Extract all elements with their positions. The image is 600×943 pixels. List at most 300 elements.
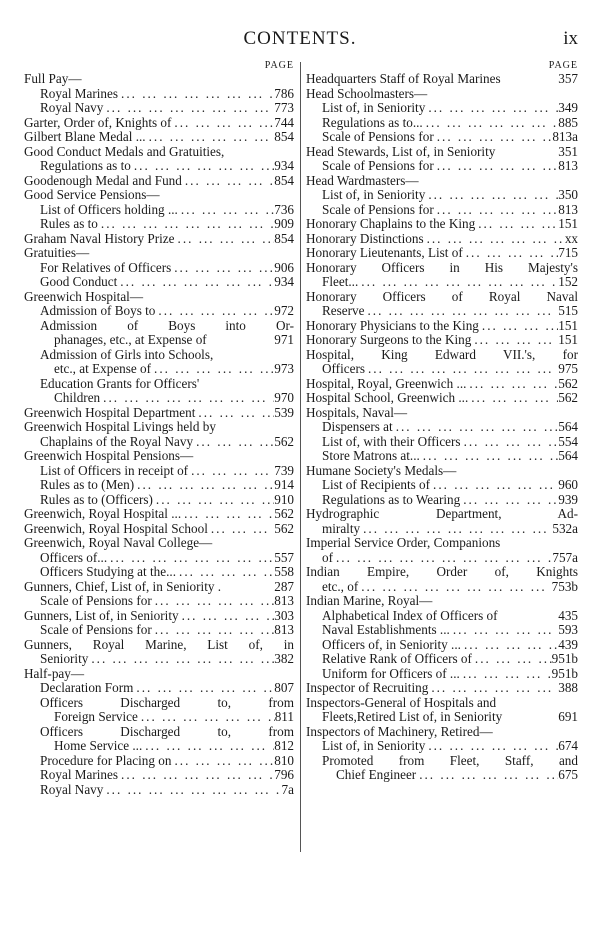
entry-page-number: 564 xyxy=(558,420,578,434)
entry-text: Officers of... xyxy=(40,550,108,565)
leader-dots xyxy=(178,203,274,218)
entry-page-number: 807 xyxy=(274,681,294,695)
entry-text: Reserve xyxy=(322,304,365,318)
leader-dots xyxy=(117,275,274,290)
leader-dots xyxy=(434,130,553,145)
entry-text: List of, with their Officers xyxy=(322,434,461,449)
leader-dots xyxy=(118,768,274,783)
entry-text: Gilbert Blane Medal ... xyxy=(24,130,146,144)
index-entry xyxy=(306,667,578,682)
entry-text: Honorary Chaplains to the King xyxy=(306,217,476,231)
leader-dots xyxy=(118,87,274,102)
index-entry xyxy=(24,333,294,348)
entry-page-number: 151 xyxy=(558,318,578,333)
entry-page-number: 349 xyxy=(558,101,578,115)
index-entry xyxy=(24,203,294,218)
entry-text: phanages, etc., at Expense of xyxy=(54,333,207,347)
entry-text: Rules as to xyxy=(40,217,98,231)
index-entry-heading: Greenwich Hospital— xyxy=(24,289,144,304)
entry-page-number: 854 xyxy=(274,231,294,246)
index-entry xyxy=(306,739,578,754)
index-entry-heading: Admission of Girls into Schools, xyxy=(40,347,214,362)
index-entry xyxy=(306,638,578,653)
entry-page-number: 715 xyxy=(558,246,578,260)
entry-text: Regulations as to... xyxy=(322,115,423,130)
left-column xyxy=(24,60,294,797)
entry-page-number: 854 xyxy=(274,173,294,188)
index-entry xyxy=(306,681,578,696)
entry-page-number: 939 xyxy=(558,492,578,507)
leader-dots xyxy=(138,710,275,725)
entry-page-number: 152 xyxy=(558,275,578,289)
entry-text: Scale of Pensions for xyxy=(322,130,434,144)
entry-text: Children xyxy=(54,391,101,405)
entry-text: of xyxy=(322,550,333,565)
entry-page-number: 691 xyxy=(558,710,578,724)
index-entry xyxy=(306,116,578,131)
entry-page-number: 539 xyxy=(274,405,294,420)
entry-page-number: 562 xyxy=(274,521,294,536)
leader-dots xyxy=(175,232,275,247)
index-entry xyxy=(306,333,578,348)
index-entry xyxy=(306,72,578,87)
leader-dots xyxy=(100,391,274,406)
entry-page-number: 813 xyxy=(558,159,578,173)
entry-text: Officers xyxy=(322,362,365,376)
index-entry xyxy=(306,551,578,566)
leader-dots xyxy=(425,188,558,203)
entry-text: Royal Marines xyxy=(40,86,119,101)
entry-text: Royal Navy xyxy=(40,101,104,115)
entry-page-number: 554 xyxy=(558,434,578,449)
entry-text: List of, in Seniority xyxy=(322,739,426,753)
leader-dots xyxy=(142,739,274,754)
index-entry xyxy=(306,275,578,290)
entry-text: Scale of Pensions for xyxy=(40,623,152,637)
page-column-heading: PAGE xyxy=(548,60,578,71)
entry-text: Procedure for Placing on xyxy=(40,753,172,768)
leader-dots xyxy=(425,739,558,754)
leader-dots xyxy=(461,638,558,653)
index-entry xyxy=(306,101,578,116)
entry-page-number: 532a xyxy=(552,521,578,536)
entry-text: Greenwich, Royal Hospital ... xyxy=(24,507,182,521)
index-entry xyxy=(24,362,294,377)
index-entry xyxy=(306,391,578,406)
entry-text: Royal Marines xyxy=(40,768,119,782)
leader-dots xyxy=(450,623,558,638)
leader-dots xyxy=(98,217,274,232)
index-entry xyxy=(24,551,294,566)
entry-page-number: 303 xyxy=(274,608,294,623)
entry-text: Officers Studying at the... xyxy=(40,565,177,579)
index-entry xyxy=(306,232,578,247)
entry-page-number: 951b xyxy=(551,666,578,681)
index-entry-heading: Full Pay— xyxy=(24,72,82,86)
entry-text: Foreign Service xyxy=(54,710,138,724)
entry-page-number: 562 xyxy=(558,376,578,391)
index-entry-heading: Honorary Officers of Royal Naval xyxy=(306,289,578,304)
entry-page-number: 7a xyxy=(281,782,294,797)
entry-page-number: 810 xyxy=(274,753,294,768)
entry-text: List of Recipients of xyxy=(322,478,431,492)
entry-text: List of Officers holding ... xyxy=(40,202,178,217)
entry-page-number: 439 xyxy=(558,637,578,652)
index-entry-heading: Imperial Service Order, Companions xyxy=(306,536,501,550)
entry-page-number: 388 xyxy=(558,681,578,695)
leader-dots xyxy=(103,783,281,798)
index-entry xyxy=(24,580,294,595)
entry-text: Head Stewards, List of, in Seniority xyxy=(306,144,496,159)
entry-text: Gunners, Chief, List of, in Seniority . xyxy=(24,579,222,594)
leader-dots xyxy=(434,159,559,174)
index-entry xyxy=(306,319,578,334)
index-entry-heading: Education Grants for Officers' xyxy=(40,376,200,391)
entry-text: Fleet... xyxy=(322,275,359,289)
entry-text: Dispensers at xyxy=(322,420,393,434)
index-entry xyxy=(306,652,578,667)
leader-dots xyxy=(152,594,275,609)
leader-dots xyxy=(134,478,274,493)
index-entry xyxy=(306,435,578,450)
index-entry xyxy=(306,217,578,232)
entry-text: Relative Rank of Officers of xyxy=(322,652,472,666)
entry-text: Royal Navy xyxy=(40,782,104,797)
leader-dots xyxy=(188,464,274,479)
entry-page-number: 910 xyxy=(274,492,294,507)
entry-page-number: 151 xyxy=(558,333,578,347)
index-entry xyxy=(24,594,294,609)
index-entry xyxy=(306,362,578,377)
leader-dots xyxy=(423,116,558,131)
entry-text: Graham Naval History Prize xyxy=(24,231,175,246)
leader-dots xyxy=(182,174,274,189)
leader-dots xyxy=(460,493,558,508)
index-entry-heading: Gunners, Royal Marine, List of, in xyxy=(24,637,294,652)
index-entry-heading: Good Conduct Medals and Gratuities, xyxy=(24,144,225,159)
index-entry xyxy=(24,87,294,102)
index-entry xyxy=(24,116,294,131)
leader-dots xyxy=(179,609,275,624)
entry-page-number: 435 xyxy=(558,608,578,623)
index-entry xyxy=(24,522,294,537)
index-entry xyxy=(306,246,578,261)
leader-dots xyxy=(466,377,558,392)
page-number: ix xyxy=(563,28,578,49)
leader-dots xyxy=(364,304,558,319)
entry-text: Chief Engineer xyxy=(336,768,417,782)
entry-page-number: 744 xyxy=(274,115,294,130)
entry-text: Regulations as to xyxy=(40,159,131,173)
leader-dots xyxy=(171,116,274,131)
index-entry xyxy=(24,681,294,696)
index-entry-heading: Head Wardmasters— xyxy=(306,173,419,188)
entry-text: List of, in Seniority xyxy=(322,188,426,202)
entry-text: Honorary Lieutenants, List of xyxy=(306,246,463,260)
leader-dots xyxy=(393,420,559,435)
entry-text: Scale of Pensions for xyxy=(322,202,434,217)
entry-page-number: 975 xyxy=(558,362,578,376)
index-entry xyxy=(306,203,578,218)
index-entry xyxy=(24,507,294,522)
entry-text: etc., of xyxy=(322,579,359,594)
leader-dots xyxy=(151,362,274,377)
entry-page-number: 885 xyxy=(558,115,578,130)
index-entry-heading: Hospitals, Naval— xyxy=(306,405,408,420)
index-entry-heading: Officers Discharged to, from xyxy=(40,724,294,739)
page-title: CONTENTS. xyxy=(243,28,357,49)
index-entry xyxy=(24,391,294,406)
left-entry-list xyxy=(24,72,294,797)
entry-text: Scale of Pensions for xyxy=(322,159,434,173)
entry-text: Chaplains of the Royal Navy xyxy=(40,434,194,449)
entry-text: Uniform for Officers of ... xyxy=(322,666,460,681)
index-entry xyxy=(306,710,578,725)
leader-dots xyxy=(88,652,274,667)
index-entry-heading: Hydrographic Department, Ad- xyxy=(306,507,578,521)
leader-dots xyxy=(208,522,274,537)
entry-text: Alphabetical Index of Officers of xyxy=(322,608,498,623)
entry-text: Declaration Form xyxy=(40,681,134,695)
index-entry xyxy=(24,159,294,174)
leader-dots xyxy=(153,493,274,508)
leader-dots xyxy=(461,435,559,450)
index-entry xyxy=(306,609,578,624)
entry-page-number: 562 xyxy=(274,434,294,449)
index-entry xyxy=(24,783,294,798)
entry-text: etc., at Expense of xyxy=(54,362,152,376)
entry-text: Headquarters Staff of Royal Marines xyxy=(306,72,501,86)
entry-page-number: 562 xyxy=(274,507,294,521)
index-entry xyxy=(306,188,578,203)
index-entry xyxy=(24,768,294,783)
entry-text: Rules as to (Men) xyxy=(40,478,135,492)
leader-dots xyxy=(176,565,274,580)
leader-dots xyxy=(420,449,558,464)
entry-text: Goodenough Medal and Fund xyxy=(24,173,182,188)
index-entry xyxy=(24,565,294,580)
index-entry-heading: Inspectors-General of Hospitals and xyxy=(306,695,497,710)
leader-dots xyxy=(425,101,558,116)
leader-dots xyxy=(195,406,274,421)
leader-dots xyxy=(475,217,558,232)
entry-text: Inspector of Recruiting xyxy=(306,681,429,695)
entry-text: Regulations as to Wearing xyxy=(322,492,461,507)
index-entry xyxy=(306,580,578,595)
leader-dots xyxy=(416,768,558,783)
index-entry xyxy=(306,304,578,319)
leader-dots xyxy=(430,478,558,493)
leader-dots xyxy=(460,667,552,682)
entry-page-number: 951b xyxy=(551,652,578,666)
entry-page-number: 558 xyxy=(274,565,294,579)
entry-text: List of, in Seniority xyxy=(322,101,426,115)
index-entry xyxy=(24,754,294,769)
page-column-heading: PAGE xyxy=(264,60,294,71)
index-entry xyxy=(24,464,294,479)
entry-text: Greenwich, Royal Hospital School xyxy=(24,521,208,536)
leader-dots xyxy=(171,754,274,769)
entry-text: For Relatives of Officers xyxy=(40,260,172,275)
column-divider xyxy=(300,62,301,852)
index-entry xyxy=(306,493,578,508)
entry-page-number: 971 xyxy=(274,333,294,347)
index-entry xyxy=(24,101,294,116)
index-entry-heading: Gratuities— xyxy=(24,246,90,260)
entry-page-number: 675 xyxy=(558,768,578,782)
leader-dots xyxy=(424,232,565,247)
index-entry-heading: Hospital, King Edward VII.'s, for xyxy=(306,347,578,362)
index-entry xyxy=(306,130,578,145)
index-entry xyxy=(24,232,294,247)
entry-page-number: 557 xyxy=(274,550,294,565)
index-entry-heading: Greenwich Hospital Livings held by xyxy=(24,420,216,434)
index-entry xyxy=(24,130,294,145)
index-entry-heading: Inspectors of Machinery, Retired— xyxy=(306,724,493,739)
entry-page-number: 854 xyxy=(274,130,294,144)
leader-dots xyxy=(155,304,274,319)
entry-page-number: 813 xyxy=(274,623,294,637)
entry-text: Hospital School, Greenwich ... xyxy=(306,391,469,405)
index-entry xyxy=(24,623,294,638)
entry-text: Officers of, in Seniority ... xyxy=(322,637,461,652)
index-entry xyxy=(24,739,294,754)
leader-dots xyxy=(181,507,274,522)
entry-text: Honorary Distinctions xyxy=(306,231,424,246)
index-entry-heading: Officers Discharged to, from xyxy=(40,695,294,710)
index-entry xyxy=(306,478,578,493)
entry-page-number: 593 xyxy=(558,623,578,637)
index-entry-heading: Indian Empire, Order of, Knights xyxy=(306,565,578,579)
index-entry xyxy=(306,623,578,638)
leader-dots xyxy=(365,362,558,377)
entry-page-number: 973 xyxy=(274,362,294,376)
leader-dots xyxy=(333,551,552,566)
index-entry-heading: Good Service Pensions— xyxy=(24,188,160,202)
index-entry xyxy=(24,609,294,624)
entry-page-number: 736 xyxy=(274,202,294,217)
entry-text: Good Conduct xyxy=(40,275,118,289)
entry-page-number: 773 xyxy=(274,101,294,115)
entry-text: Scale of Pensions for xyxy=(40,594,152,608)
index-entry xyxy=(24,217,294,232)
index-entry xyxy=(24,435,294,450)
entry-page-number: 382 xyxy=(274,652,294,666)
entry-page-number: 970 xyxy=(274,391,294,405)
entry-page-number: 151 xyxy=(558,217,578,231)
right-entry-list xyxy=(306,72,578,783)
leader-dots xyxy=(171,261,274,276)
entry-page-number: 934 xyxy=(274,275,294,289)
entry-text: Garter, Order of, Knights of xyxy=(24,115,172,130)
entry-text: Fleets,Retired List of, in Seniority xyxy=(322,710,503,724)
entry-page-number: 515 xyxy=(558,304,578,318)
entry-text: Hospital, Royal, Greenwich ... xyxy=(306,376,467,391)
leader-dots xyxy=(133,681,274,696)
index-entry xyxy=(24,710,294,725)
leader-dots xyxy=(479,319,558,334)
index-entry xyxy=(24,493,294,508)
right-column xyxy=(306,60,578,783)
entry-page-number: 351 xyxy=(558,144,578,159)
index-entry xyxy=(306,377,578,392)
leader-dots xyxy=(146,130,275,145)
entry-text: Honorary Surgeons to the King xyxy=(306,333,472,347)
entry-page-number: 914 xyxy=(274,478,294,492)
page-header xyxy=(0,28,600,50)
index-entry-heading: Greenwich Hospital Pensions— xyxy=(24,449,194,463)
index-entry-heading: Indian Marine, Royal— xyxy=(306,594,433,608)
leader-dots xyxy=(428,681,558,696)
entry-page-number: 757a xyxy=(552,550,578,565)
entry-text: Seniority xyxy=(40,652,89,666)
index-entry xyxy=(24,652,294,667)
entry-text: Store Matrons at... xyxy=(322,449,420,463)
index-entry-heading: Humane Society's Medals— xyxy=(306,463,457,478)
entry-text: Admission of Boys to xyxy=(40,304,156,318)
entry-page-number: 934 xyxy=(274,159,294,173)
leader-dots xyxy=(193,435,274,450)
leader-dots xyxy=(471,333,558,348)
index-entry-heading: Admission of Boys into Or- xyxy=(40,318,294,333)
entry-page-number: 786 xyxy=(274,86,294,101)
index-entry-heading: Greenwich, Royal Naval College— xyxy=(24,536,213,550)
leader-dots xyxy=(472,652,552,667)
entry-text: miralty xyxy=(322,521,361,536)
index-entry xyxy=(306,420,578,435)
leader-dots xyxy=(131,159,274,174)
index-entry xyxy=(24,406,294,421)
entry-page-number: 906 xyxy=(274,260,294,275)
entry-page-number: 811 xyxy=(274,710,294,724)
entry-page-number: 909 xyxy=(274,217,294,231)
index-entry xyxy=(306,145,578,160)
entry-page-number: 753b xyxy=(551,579,578,594)
leader-dots xyxy=(468,391,558,406)
index-entry-heading: Half-pay— xyxy=(24,666,85,681)
entry-page-number: 674 xyxy=(558,739,578,753)
entry-page-number: 813 xyxy=(274,594,294,608)
index-entry-heading: Honorary Officers in His Majesty's xyxy=(306,260,578,275)
entry-page-number: 796 xyxy=(274,768,294,782)
index-entry xyxy=(306,159,578,174)
leader-dots xyxy=(103,101,274,116)
entry-page-number: 960 xyxy=(558,478,578,492)
leader-dots xyxy=(358,275,558,290)
entry-page-number: 739 xyxy=(274,463,294,478)
leader-dots xyxy=(434,203,559,218)
entry-text: Gunners, List of, in Seniority xyxy=(24,608,179,623)
entry-page-number: 812 xyxy=(274,739,294,753)
entry-page-number: 357 xyxy=(558,72,578,86)
entry-text: Home Service ... xyxy=(54,739,143,753)
entry-page-number: xx xyxy=(564,231,578,246)
index-entry xyxy=(24,275,294,290)
index-entry-heading: Head Schoolmasters— xyxy=(306,86,428,101)
entry-text: Rules as to (Officers) xyxy=(40,492,153,507)
index-entry xyxy=(24,174,294,189)
leader-dots xyxy=(107,551,274,566)
index-entry xyxy=(306,522,578,537)
entry-page-number: 813a xyxy=(552,130,578,144)
leader-dots xyxy=(360,522,552,537)
entry-text: Greenwich Hospital Department xyxy=(24,405,196,420)
entry-page-number: 813 xyxy=(558,202,578,217)
entry-page-number: 562 xyxy=(558,391,578,405)
leader-dots xyxy=(358,580,551,595)
index-entry xyxy=(24,478,294,493)
index-entry-heading: Promoted from Fleet, Staff, and xyxy=(322,753,578,768)
